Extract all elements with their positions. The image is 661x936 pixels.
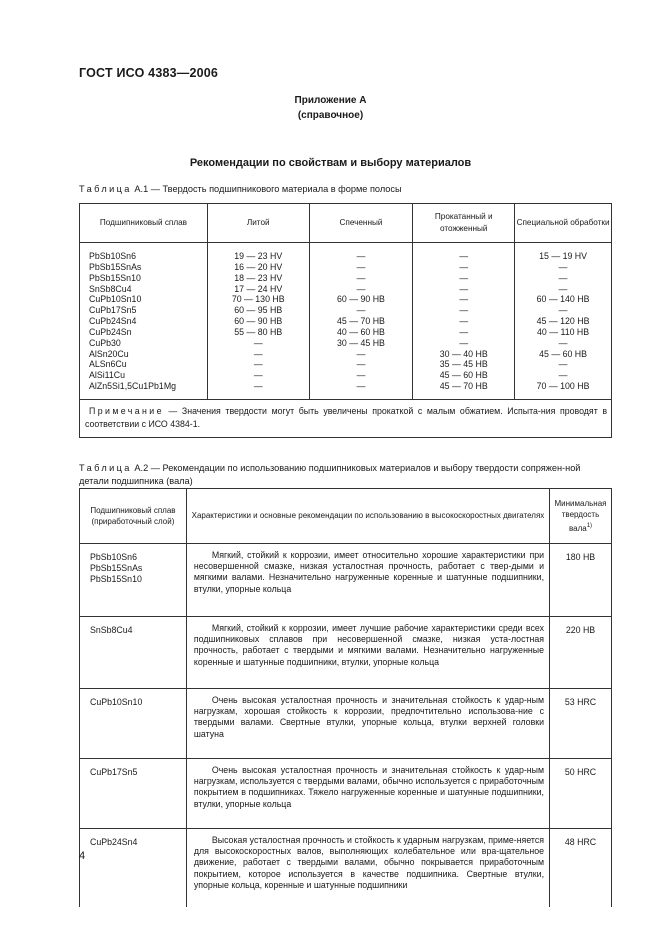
hardness-cell: — — [207, 359, 309, 370]
hardness-cell: 45 — 120 HB — [515, 316, 612, 327]
alloy-cell: ALSn6Cu — [80, 359, 208, 370]
min-hardness-cell: 48 HRC — [550, 829, 612, 908]
min-hardness-cell: 53 HRC — [550, 689, 612, 759]
hardness-cell: — — [309, 349, 413, 360]
table-row — [80, 251, 612, 262]
table-row — [80, 262, 612, 273]
table-row — [80, 544, 612, 617]
table1-spacer-cell — [309, 243, 413, 252]
hardness-cell: 45 — 60 HB — [413, 370, 515, 381]
description-cell: Очень высокая усталостная прочность и значительная стойкость к удар-ным нагрузкам, хорошая стойкость к коррозии, предпочтительно использова-ние с твердыми валами. Свертные втулки, упорные кольца, втулки верхней головки шатуна — [186, 689, 549, 759]
table-row — [80, 327, 612, 338]
hardness-cell: 17 — 24 HV — [207, 284, 309, 295]
alloy-name: PbSb10Sn6 — [90, 552, 137, 562]
table1-spacer-row — [80, 243, 612, 252]
hardness-cell: 15 — 19 HV — [515, 251, 612, 262]
hardness-cell: — — [515, 284, 612, 295]
recommendations-table — [79, 488, 612, 907]
alloy-cell: PbSb15Sn10 — [80, 273, 208, 284]
table1-spacer-cell — [413, 243, 515, 252]
alloy-cell: PbSb10Sn6 — [80, 251, 208, 262]
hardness-cell: 70 — 100 HB — [515, 381, 612, 392]
hardness-cell: — — [309, 273, 413, 284]
alloy-cell — [80, 617, 187, 689]
hardness-cell: 19 — 23 HV — [207, 251, 309, 262]
hardness-cell: — — [413, 338, 515, 349]
hardness-cell: — — [515, 262, 612, 273]
table1-header-special: Специальной обработки — [515, 204, 612, 243]
alloy-cell: AlZn5Si1,5Cu1Pb1Mg — [80, 381, 208, 392]
table2-header-row — [80, 489, 612, 544]
hardness-cell: — — [413, 294, 515, 305]
table-row — [80, 294, 612, 305]
hardness-cell: 18 — 23 HV — [207, 273, 309, 284]
hardness-cell: 35 — 45 HB — [413, 359, 515, 370]
table1-caption-label: Таблица — [79, 184, 132, 194]
alloy-cell: CuPb24Sn4 — [80, 316, 208, 327]
alloy-cell: CuPb17Sn5 — [80, 305, 208, 316]
alloy-name: CuPb10Sn10 — [90, 697, 143, 707]
description-cell: Очень высокая усталостная прочность и значительная стойкость к удар-ным нагрузкам, используется с твердыми валами, обычно используется с приработочным покрытием в подшипниках. Тяжело нагруженные коренные и шатунные подшипники, втулки, упорные кольца — [186, 759, 549, 829]
table2-caption-label: Таблица — [79, 463, 132, 473]
hardness-cell: 16 — 20 HV — [207, 262, 309, 273]
table1-spacer-cell — [80, 392, 208, 400]
table1-header-alloy: Подшипниковый сплав — [80, 204, 208, 243]
page-number: 4 — [79, 850, 86, 862]
table2-body — [80, 544, 612, 908]
table2-caption-text: А.2 — Рекомендации по использованию подшипниковых материалов и выбору твердости сопряжен-ной детали подшипника (вала) — [79, 463, 581, 486]
hardness-cell: 60 — 95 HB — [207, 305, 309, 316]
hardness-cell: 45 — 70 HB — [413, 381, 515, 392]
hardness-cell: 40 — 60 HB — [309, 327, 413, 338]
hardness-cell: — — [515, 370, 612, 381]
hardness-cell: — — [515, 338, 612, 349]
min-hardness-cell: 180 HB — [550, 544, 612, 617]
alloy-cell — [80, 544, 187, 617]
table-row — [80, 338, 612, 349]
alloy-cell: CuPb24Sn — [80, 327, 208, 338]
table-row — [80, 689, 612, 759]
table2-header-desc: Характеристики и основные рекомендации по использованию в высокоскоростных двигателях — [186, 489, 549, 544]
hardness-cell: 30 — 45 HB — [309, 338, 413, 349]
table1-spacer-cell — [515, 243, 612, 252]
description-cell: Высокая усталостная прочность и стойкость к ударным нагрузкам, приме-няется для высокоскоростных валов, выполняющих колебательное или вра-щательное движение, работает с твердыми валами, обычно покрывается приработочным покрытием, которое используется в качестве подшипника. Свертные втулки, упорные кольца, коренные и шатунные подшипники — [186, 829, 549, 908]
hardness-cell: 45 — 60 HB — [515, 349, 612, 360]
hardness-cell: 30 — 40 HB — [413, 349, 515, 360]
hardness-cell: — — [413, 284, 515, 295]
annex-note: (справочное) — [297, 110, 364, 121]
table1-note-label: Примечание — [89, 405, 164, 416]
table-row — [80, 316, 612, 327]
section-title: Рекомендации по свойствам и выбору материалов — [189, 157, 472, 169]
document-id: ГОСТ ИСО 4383—2006 — [79, 66, 219, 80]
table1-caption-text: А.1 — Твердость подшипникового материала в форме полосы — [134, 184, 402, 194]
alloy-cell — [80, 689, 187, 759]
alloy-name: CuPb17Sn5 — [90, 767, 138, 777]
alloy-name: PbSb15Sn10 — [90, 574, 142, 585]
hardness-cell: — — [413, 316, 515, 327]
alloy-cell: AlSi11Cu — [80, 370, 208, 381]
table2-caption — [79, 462, 612, 488]
hardness-cell: — — [207, 370, 309, 381]
table1-spacer-cell — [413, 392, 515, 400]
description-cell: Мягкий, стойкий к коррозии, имеет лучшие рабочие характеристики среди всех подшипниковых сплавов при несовершенной смазке, низкая уста-лостная прочность, работает с твердыми и мягкими валами. Незначительно нагруженные коренные и шатунные подшипники, втулки, упорные кольца — [186, 617, 549, 689]
hardness-cell: — — [413, 273, 515, 284]
hardness-cell: — — [309, 381, 413, 392]
table-row — [80, 381, 612, 392]
alloy-cell: PbSb15SnAs — [80, 262, 208, 273]
hardness-cell: — — [309, 284, 413, 295]
hardness-cell: — — [309, 251, 413, 262]
table1-body — [80, 243, 612, 400]
alloy-name: SnSb8Cu4 — [90, 625, 133, 635]
hardness-cell: 55 — 80 HB — [207, 327, 309, 338]
hardness-cell: 60 — 90 HB — [207, 316, 309, 327]
table-row — [80, 305, 612, 316]
annex-heading — [0, 93, 661, 123]
table-row — [80, 829, 612, 908]
alloy-cell: CuPb30 — [80, 338, 208, 349]
hardness-cell: — — [515, 273, 612, 284]
description-cell: Мягкий, стойкий к коррозии, имеет относительно хорошие характеристики при несовершенной смазке, низкая усталостная прочность, работает с твер-дыми и мягкими валами. Незначительно нагруженные коренные и шатунные подшипники, втулки, упорные кольца — [186, 544, 549, 617]
hardness-cell: — — [207, 338, 309, 349]
hardness-cell: 40 — 110 HB — [515, 327, 612, 338]
hardness-cell: 60 — 90 HB — [309, 294, 413, 305]
min-hardness-cell: 50 HRC — [550, 759, 612, 829]
hardness-cell: — — [309, 359, 413, 370]
annex-title: Приложение А — [294, 95, 367, 106]
footnote-ref: 1) — [586, 522, 593, 529]
hardness-cell: — — [413, 327, 515, 338]
table1-note-text: — Значения твердости могут быть увеличены прокаткой с малым обжатием. Испыта-ния проводят в соответствии с ИСО 4384-1. — [85, 405, 607, 429]
table-row — [80, 349, 612, 360]
table2-header-hardness — [550, 489, 612, 544]
table1-header-row — [80, 204, 612, 243]
hardness-table — [79, 203, 612, 438]
table1-spacer-cell — [207, 243, 309, 252]
table1-header-sintered: Спеченный — [309, 204, 413, 243]
table1-spacer-cell — [80, 243, 208, 252]
table1-note-row — [80, 399, 612, 437]
hardness-cell: 45 — 70 HB — [309, 316, 413, 327]
hardness-cell: — — [515, 305, 612, 316]
table-row — [80, 273, 612, 284]
table-row — [80, 370, 612, 381]
table-row — [80, 759, 612, 829]
hardness-cell: — — [413, 251, 515, 262]
hardness-cell: 60 — 140 HB — [515, 294, 612, 305]
table1-spacer-cell — [207, 392, 309, 400]
min-hardness-cell: 220 HB — [550, 617, 612, 689]
table2-header-hardness-text: Минимальная твердость вала — [554, 498, 607, 533]
hardness-cell: — — [413, 262, 515, 273]
table1-spacer-row — [80, 392, 612, 400]
alloy-cell: SnSb8Cu4 — [80, 284, 208, 295]
alloy-name: PbSb15SnAs — [90, 563, 143, 574]
table1-header-cast: Литой — [207, 204, 309, 243]
table1-spacer-cell — [515, 392, 612, 400]
table-row — [80, 617, 612, 689]
hardness-cell: — — [207, 349, 309, 360]
hardness-cell: — — [309, 370, 413, 381]
alloy-cell — [80, 829, 187, 908]
hardness-cell: — — [515, 359, 612, 370]
alloy-cell — [80, 759, 187, 829]
hardness-cell: — — [309, 262, 413, 273]
table1-spacer-cell — [309, 392, 413, 400]
table-row — [80, 284, 612, 295]
table1-caption — [79, 183, 402, 196]
hardness-cell: — — [207, 381, 309, 392]
alloy-cell: CuPb10Sn10 — [80, 294, 208, 305]
table1-note — [80, 399, 612, 437]
hardness-cell: — — [309, 305, 413, 316]
alloy-cell: AlSn20Cu — [80, 349, 208, 360]
alloy-name: CuPb24Sn4 — [90, 837, 138, 847]
table-row — [80, 359, 612, 370]
hardness-cell: — — [413, 305, 515, 316]
table2-header-alloy: Подшипниковый сплав (приработочный слой) — [80, 489, 187, 544]
table1-header-rolled: Прокатанный и отожженный — [413, 204, 515, 243]
hardness-cell: 70 — 130 HB — [207, 294, 309, 305]
